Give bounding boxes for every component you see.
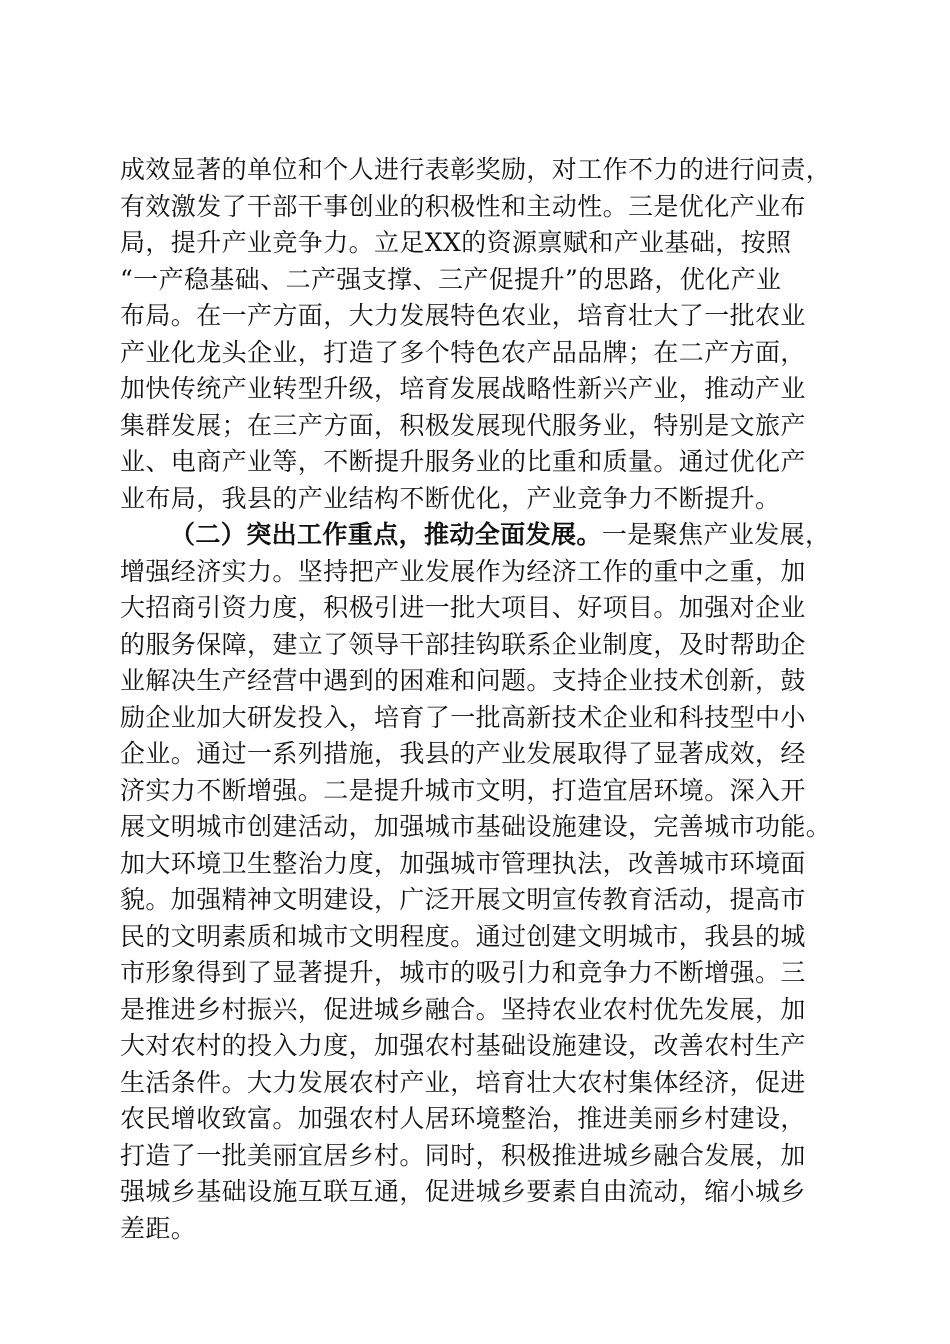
paragraph2-line-7: 济实力不断增强。二是提升城市文明，打造宜居环境。深入开 [120,775,806,805]
paragraph2-line-1: 增强经济实力。坚持把产业发展作为经济工作的重中之重，加 [120,556,806,586]
paragraph2-line-11: 民的文明素质和城市文明程度。通过创建文明城市，我县的城 [120,921,806,951]
paragraph1-line-8: 集群发展；在三产方面，积极发展现代服务业，特别是文旅产 [120,410,806,440]
paragraph2-line-15: 生活条件。大力发展农村产业，培育壮大农村集体经济，促进 [120,1067,806,1097]
paragraph2-line-12: 市形象得到了显著提升，城市的吸引力和竞争力不断增强。三 [120,958,806,987]
paragraph2-first-line [120,517,832,554]
paragraph1-line-3: 局，提升产业竞争力。立足XX的资源禀赋和产业基础，按照 [120,228,792,257]
paragraph2-line-17: 打造了一批美丽宜居乡村。同时，积极推进城乡融合发展，加 [120,1140,806,1170]
paragraph2-line-9: 加大环境卫生整治力度，加强城市管理执法，改善城市环境面 [120,848,806,878]
paragraph1-line-5: 布局。在一产方面，大力发展特色农业，培育壮大了一批农业 [120,301,806,330]
paragraph1-line-1: 成效显著的单位和个人进行表彰奖励，对工作不力的进行问责， [120,155,832,184]
paragraph2-line-3: 的服务保障，建立了领导干部挂钩联系企业制度，及时帮助企 [120,629,806,659]
paragraph2-line-16: 农民增收致富。加强农村人居环境整治，推进美丽乡村建设， [120,1104,806,1133]
section-heading: （二）突出工作重点，推动全面发展。 [170,520,602,549]
paragraph1-line-9: 业、电商产业等，不断提升服务业的比重和质量。通过优化产 [120,447,806,476]
paragraph1-line-7: 加快传统产业转型升级，培育发展战略性新兴产业，推动产业 [120,374,806,403]
document-body [120,152,832,1247]
paragraph2-line-10: 貌。加强精神文明建设，广泛开展文明宣传教育活动，提高市 [120,885,806,914]
paragraph2-line-8: 展文明城市创建活动，加强城市基础设施建设，完善城市功能。 [120,812,832,841]
paragraph2-first-line-rest: 一是聚焦产业发展， [601,520,831,549]
paragraph2-line-13: 是推进乡村振兴，促进城乡融合。坚持农业农村优先发展，加 [120,994,806,1024]
paragraph1-line-4: “一产稳基础、二产强支撑、三产促提升”的思路，优化产业 [120,264,782,294]
paragraph2-line-18: 强城乡基础设施互联互通，促进城乡要素自由流动，缩小城乡 [120,1177,806,1206]
paragraph2-line-2: 大招商引资力度，积极引进一批大项目、好项目。加强对企业 [120,593,806,622]
paragraph1-line-10: 业布局，我县的产业结构不断优化，产业竞争力不断提升。 [120,483,781,513]
paragraph1-line-2: 有效激发了干部干事创业的积极性和主动性。三是优化产业布 [120,191,806,221]
paragraph2-line-19: 差距。 [120,1213,197,1243]
paragraph2-line-14: 大对农村的投入力度，加强农村基础设施建设，改善农村生产 [120,1031,806,1060]
paragraph2-line-4: 业解决生产经营中遇到的困难和问题。支持企业技术创新，鼓 [120,666,806,695]
paragraph2-line-6: 企业。通过一系列措施，我县的产业发展取得了显著成效，经 [120,739,806,768]
paragraph1-line-6: 产业化龙头企业，打造了多个特色农产品品牌；在二产方面， [120,337,806,367]
paragraph2-line-5: 励企业加大研发投入，培育了一批高新技术企业和科技型中小 [120,702,806,732]
